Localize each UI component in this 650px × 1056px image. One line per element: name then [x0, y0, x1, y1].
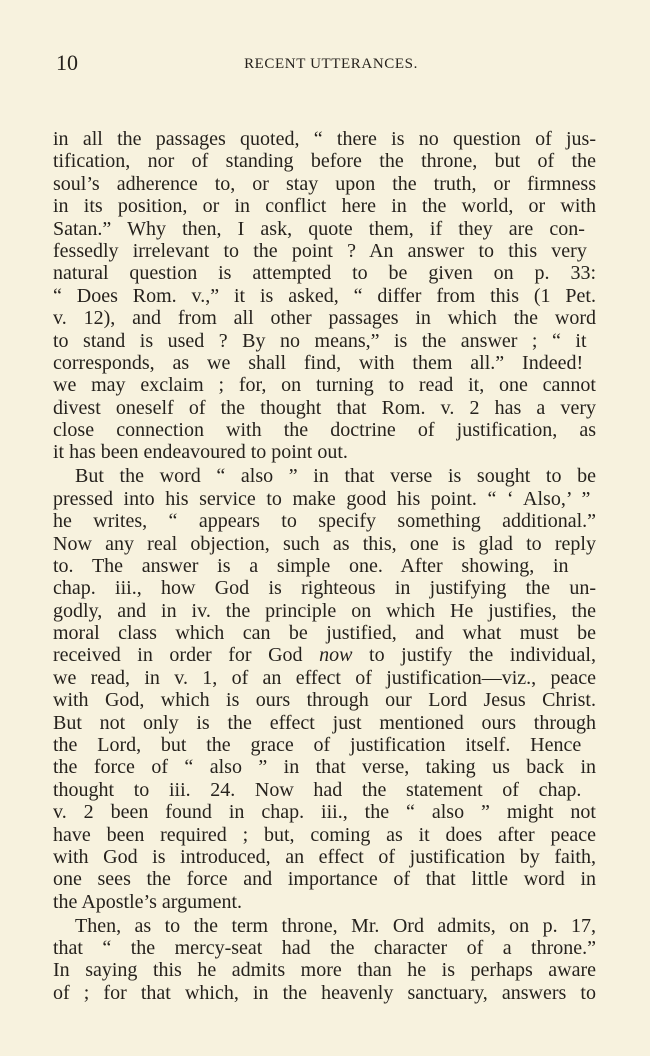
- text-line: tification, nor of standing before the throne, but of the: [53, 150, 596, 173]
- text-line: v. 12), and from all other passages in which the word: [53, 307, 596, 330]
- italic-word: now: [319, 644, 353, 667]
- text-line: corresponds, as we shall find, with them all.” Indeed!: [53, 351, 584, 374]
- text-line: godly, and in iv. the principle on which He justifies, the: [53, 599, 596, 622]
- text-line: with God, which is ours through our Lord Jesus Christ.: [53, 689, 596, 712]
- text-line: the force of “ also ” in that verse, taking us back in: [53, 756, 596, 779]
- text-line: he writes, “ appears to specify something additional.”: [53, 510, 596, 533]
- text-line: the Apostle’s argument.: [53, 890, 243, 913]
- text-line: But the word “ also ” in that verse is sought to be: [75, 465, 596, 488]
- text-line: with God is introduced, an effect of justification by faith,: [53, 846, 596, 868]
- text-line: [53, 644, 596, 666]
- page-number: 10: [56, 50, 78, 75]
- text-line: it has been endeavoured to point out.: [53, 441, 348, 464]
- text-line: to stand is used ? By no means,” is the answer ; “ it: [53, 329, 587, 352]
- text-line: divest oneself of the thought that Rom. v. 2 has a very: [53, 396, 596, 419]
- text-line: v. 2 been found in chap. iii., the “ also ” might not: [53, 801, 596, 824]
- text-line: the Lord, but the grace of justification itself. Hence: [53, 734, 582, 757]
- text-line: fessedly irrelevant to the point ? An answer to this very: [53, 239, 587, 262]
- text-segment: received in order for God: [53, 644, 320, 667]
- text-line: pressed into his service to make good his point. “ ‘ Also,’ ”: [53, 487, 591, 510]
- text-line: thought to iii. 24. Now had the statement of chap.: [53, 778, 582, 801]
- running-head: RECENT UTTERANCES.: [244, 56, 418, 72]
- text-line: moral class which can be justified, and what must be: [53, 622, 596, 645]
- text-segment: to justify the individual,: [352, 644, 596, 667]
- text-line: chap. iii., how God is righteous in justifying the un-: [53, 577, 596, 600]
- text-line: in its position, or in conflict here in the world, or with: [53, 195, 596, 218]
- text-line: that “ the mercy-seat had the character of a throne.”: [53, 937, 596, 960]
- text-line: we may exclaim ; for, on turning to read it, one cannot: [53, 374, 596, 397]
- text-line: one sees the force and importance of that little word in: [53, 868, 596, 891]
- text-line: “ Does Rom. v.,” it is asked, “ differ from this (1 Pet.: [53, 284, 596, 307]
- text-line: natural question is attempted to be given on p. 33:: [53, 262, 596, 285]
- text-line: But not only is the effect just mentioned ours through: [53, 711, 596, 734]
- text-line: Now any real objection, such as this, one is glad to reply: [53, 532, 596, 555]
- text-line: Satan.” Why then, I ask, quote them, if they are con-: [53, 217, 585, 240]
- body-text: [53, 128, 596, 1004]
- text-line: in all the passages quoted, “ there is no question of jus-: [53, 128, 596, 150]
- text-line: of ; for that which, in the heavenly sanctuary, answers to: [53, 981, 596, 1004]
- text-line: soul’s adherence to, or stay upon the truth, or firmness: [53, 172, 596, 195]
- text-line: have been required ; but, coming as it does after peace: [53, 823, 596, 846]
- text-line: we read, in v. 1, of an effect of justification—viz., peace: [53, 666, 596, 689]
- text-line: to. The answer is a simple one. After showing, in: [53, 554, 569, 577]
- text-line: Then, as to the term throne, Mr. Ord admits, on p. 17,: [75, 914, 596, 937]
- text-line: close connection with the doctrine of justification, as: [53, 419, 596, 442]
- text-line: In saying this he admits more than he is perhaps aware: [53, 959, 596, 982]
